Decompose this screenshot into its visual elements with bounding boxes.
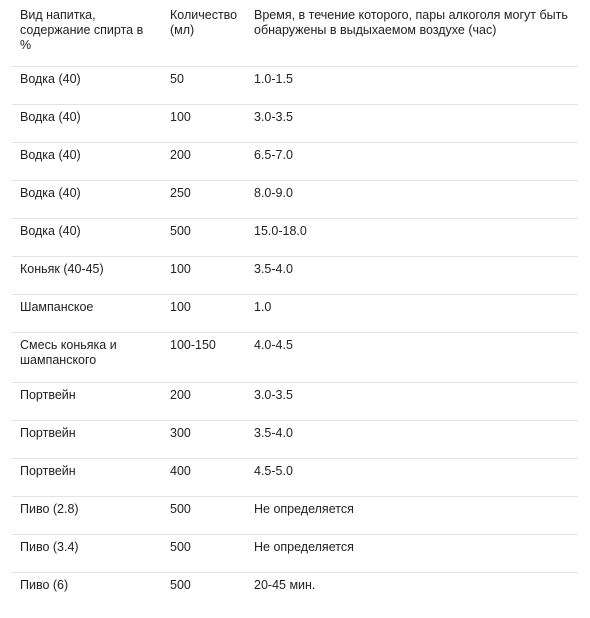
cell-time: 3.5-4.0 — [246, 257, 578, 295]
cell-time: 6.5-7.0 — [246, 143, 578, 181]
header-drink-type: Вид напитка, содержание спирта в % — [20, 8, 144, 52]
cell-time: Не определяется — [246, 535, 578, 573]
cell-time: 3.0-3.5 — [246, 383, 578, 421]
cell-amount: 500 — [162, 535, 246, 573]
cell-time: 8.0-9.0 — [246, 181, 578, 219]
table-row — [12, 181, 578, 219]
cell-time: 15.0-18.0 — [246, 219, 578, 257]
cell-amount: 400 — [162, 459, 246, 497]
cell-time: 4.5-5.0 — [246, 459, 578, 497]
cell-drink: Водка (40) — [12, 67, 162, 105]
cell-time: 3.5-4.0 — [246, 421, 578, 459]
cell-amount: 100 — [162, 257, 246, 295]
cell-time: 1.0 — [246, 295, 578, 333]
cell-amount: 500 — [162, 497, 246, 535]
cell-drink: Коньяк (40-45) — [12, 257, 162, 295]
cell-time: 4.0-4.5 — [246, 333, 578, 383]
cell-amount: 250 — [162, 181, 246, 219]
cell-time: 1.0-1.5 — [246, 67, 578, 105]
table-row — [12, 497, 578, 535]
table-row — [12, 219, 578, 257]
header-detection-time: Время, в течение которого, пары алкоголя могут быть обнаружены в выдыхаемом воздухе (час) — [254, 8, 568, 37]
cell-drink: Пиво (6) — [12, 573, 162, 611]
cell-amount: 200 — [162, 143, 246, 181]
table-row — [12, 105, 578, 143]
table-row — [12, 67, 578, 105]
header-amount: Количество (мл) — [170, 8, 238, 37]
cell-drink: Шампанское — [12, 295, 162, 333]
cell-drink: Водка (40) — [12, 219, 162, 257]
table-row — [12, 383, 578, 421]
cell-amount: 300 — [162, 421, 246, 459]
cell-amount: 200 — [162, 383, 246, 421]
cell-amount: 500 — [162, 219, 246, 257]
table-row — [12, 573, 578, 611]
alcohol-detection-table — [12, 6, 578, 611]
cell-amount: 100 — [162, 295, 246, 333]
cell-amount: 500 — [162, 573, 246, 611]
table-header — [12, 6, 578, 67]
cell-drink: Пиво (2.8) — [12, 497, 162, 535]
cell-drink: Водка (40) — [12, 181, 162, 219]
table-row — [12, 257, 578, 295]
table-row — [12, 459, 578, 497]
cell-drink: Пиво (3.4) — [12, 535, 162, 573]
cell-drink: Портвейн — [12, 383, 162, 421]
cell-amount: 100-150 — [162, 333, 246, 383]
cell-drink: Портвейн — [12, 459, 162, 497]
cell-time: Не определяется — [246, 497, 578, 535]
table-row — [12, 295, 578, 333]
cell-drink: Водка (40) — [12, 143, 162, 181]
cell-drink: Водка (40) — [12, 105, 162, 143]
table-row — [12, 535, 578, 573]
table-row — [12, 421, 578, 459]
table-row — [12, 143, 578, 181]
cell-amount: 50 — [162, 67, 246, 105]
cell-time: 20-45 мин. — [246, 573, 578, 611]
cell-drink: Портвейн — [12, 421, 162, 459]
cell-drink: Смесь коньяка и шампанского — [12, 333, 162, 383]
header-row — [12, 6, 578, 67]
table-row — [12, 333, 578, 383]
cell-time: 3.0-3.5 — [246, 105, 578, 143]
table-body — [12, 67, 578, 611]
cell-amount: 100 — [162, 105, 246, 143]
